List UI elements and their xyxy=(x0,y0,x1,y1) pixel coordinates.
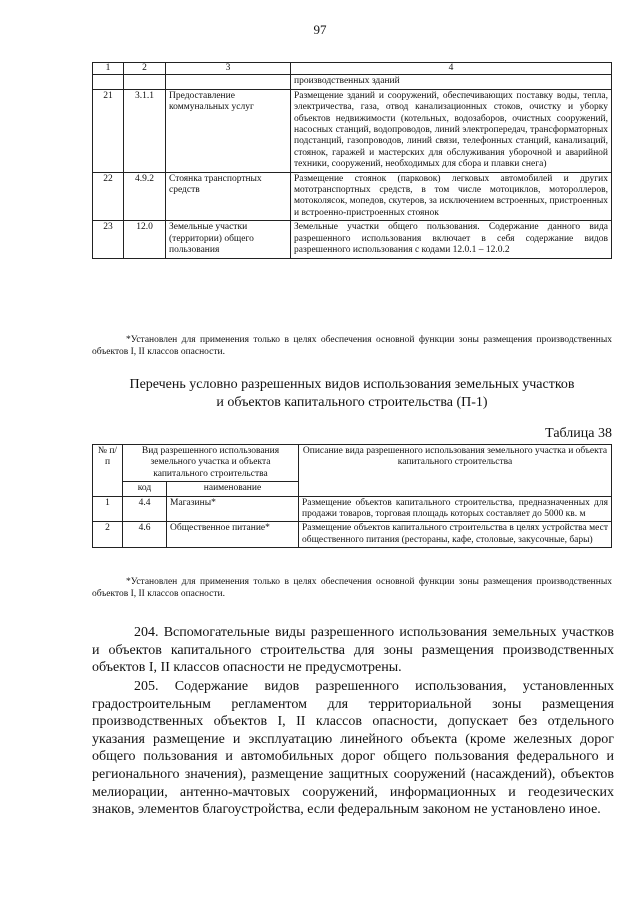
header-col-1: 1 xyxy=(93,63,124,75)
row-description: Земельные участки общего пользования. Содержание данного вида разрешенного использования включает в себя содержание видов разрешенного использования с кодами 12.0.1 – 12.0.2 xyxy=(291,221,612,258)
row-name: Общественное питание* xyxy=(167,522,299,548)
row-name: Стоянка транспортных средств xyxy=(166,172,291,221)
row-description: Размещение объектов капитального строительства, предназначенных для продажи товаров, торговая площадь которых составляет до 5000 кв. м xyxy=(299,496,612,522)
table-row xyxy=(93,89,612,172)
header-col-2: 2 xyxy=(124,63,166,75)
row-name: Магазины* xyxy=(167,496,299,522)
table-label: Таблица 38 xyxy=(545,426,612,441)
row-code: 3.1.1 xyxy=(124,89,166,172)
header-kind: Вид разрешенного использования земельного участка и объекта капитального строительства xyxy=(123,445,299,482)
footnote-2: *Установлен для применения только в целях обеспечения основной функции зоны размещения производственных объектов I, II классов опасности. xyxy=(92,577,612,599)
row-number: 21 xyxy=(93,89,124,172)
row-name: Предоставление коммунальных услуг xyxy=(166,89,291,172)
section-heading xyxy=(92,376,612,412)
row-number: 22 xyxy=(93,172,124,221)
row-description: Размещение зданий и сооружений, обеспечивающих поставку воды, тепла, электричества, газа, отвод канализационных стоков, очистку и уборку объектов недвижимости (котельных, водозаборов, очистных сооружений, насосных станций, водопроводов, линий электропередач, трансформаторных подстанций, газопроводов, линий связи, телефонных станций, канализаций, стоянок, гаражей и мастерских для обслуживания уборочной и аварийной техники, сооружений, необходимых для сбора и плавки снега) xyxy=(291,89,612,172)
page-number: 97 xyxy=(313,22,327,37)
header-col-3: 3 xyxy=(166,63,291,75)
row-description: Размещение объектов капитального строительства в целях устройства мест общественного питания (рестораны, кафе, столовые, закусочные, бары) xyxy=(299,522,612,548)
header-number: № п/п xyxy=(93,445,123,497)
table-row xyxy=(93,496,612,522)
footnote-1: *Установлен для применения только в целях обеспечения основной функции зоны размещения производственных объектов I, II классов опасности. xyxy=(92,335,612,357)
section-heading-line-2: и объектов капитального строительства (П-1) xyxy=(216,395,488,410)
table-header-row xyxy=(93,63,612,75)
paragraph-205: 205. Содержание видов разрешенного использования, установленных градостроительным регламентом для территориальной зоны размещения производственных объектов I, II классов опасности, допускает без отдельного указания размещение и эксплуатацию линейного объекта (кроме железных дорог общего пользования и автомобильных дорог общего пользования федерального и регионального значения), размещение защитных сооружений (насаждений), объектов мелиорации, антенно-мачтовых сооружений, информационных и геодезических знаков, элементов благоустройства, если федеральным законом не установлено иное. xyxy=(92,679,614,818)
row-description: Размещение стоянок (парковок) легковых автомобилей и других мототранспортных средств, в том числе мотоциклов, мотороллеров, мотоколясок, мопедов, скутеров, за исключением встроенных, пристроенных и встроенно-пристроенных стоянок xyxy=(291,172,612,221)
section-heading-line-1: Перечень условно разрешенных видов использования земельных участков xyxy=(129,377,575,392)
row-code: 4.9.2 xyxy=(124,172,166,221)
row-number: 23 xyxy=(93,221,124,258)
continuation-cell: производственных зданий xyxy=(291,75,612,89)
row-number: 1 xyxy=(93,496,123,522)
paragraph-204: 204. Вспомогательные виды разрешенного использования земельных участков и объектов капитального строительства для зоны размещения производственных объектов I, II классов опасности не предусмотрены. xyxy=(92,625,614,676)
row-code: 4.4 xyxy=(123,496,167,522)
table-row xyxy=(93,522,612,548)
header-description: Описание вида разрешенного использования земельного участка и объекта капитального строительства xyxy=(299,445,612,497)
row-number: 2 xyxy=(93,522,123,548)
permitted-uses-table xyxy=(92,62,612,259)
row-name: Земельные участки (территории) общего пользования xyxy=(166,221,291,258)
conditional-uses-table xyxy=(92,444,612,548)
table-row xyxy=(93,221,612,258)
row-code: 12.0 xyxy=(124,221,166,258)
header-col-4: 4 xyxy=(291,63,612,75)
row-code: 4.6 xyxy=(123,522,167,548)
table-row xyxy=(93,75,612,89)
table-header-row xyxy=(93,445,612,482)
header-name: наименование xyxy=(167,482,299,496)
header-code: код xyxy=(123,482,167,496)
table-row xyxy=(93,172,612,221)
